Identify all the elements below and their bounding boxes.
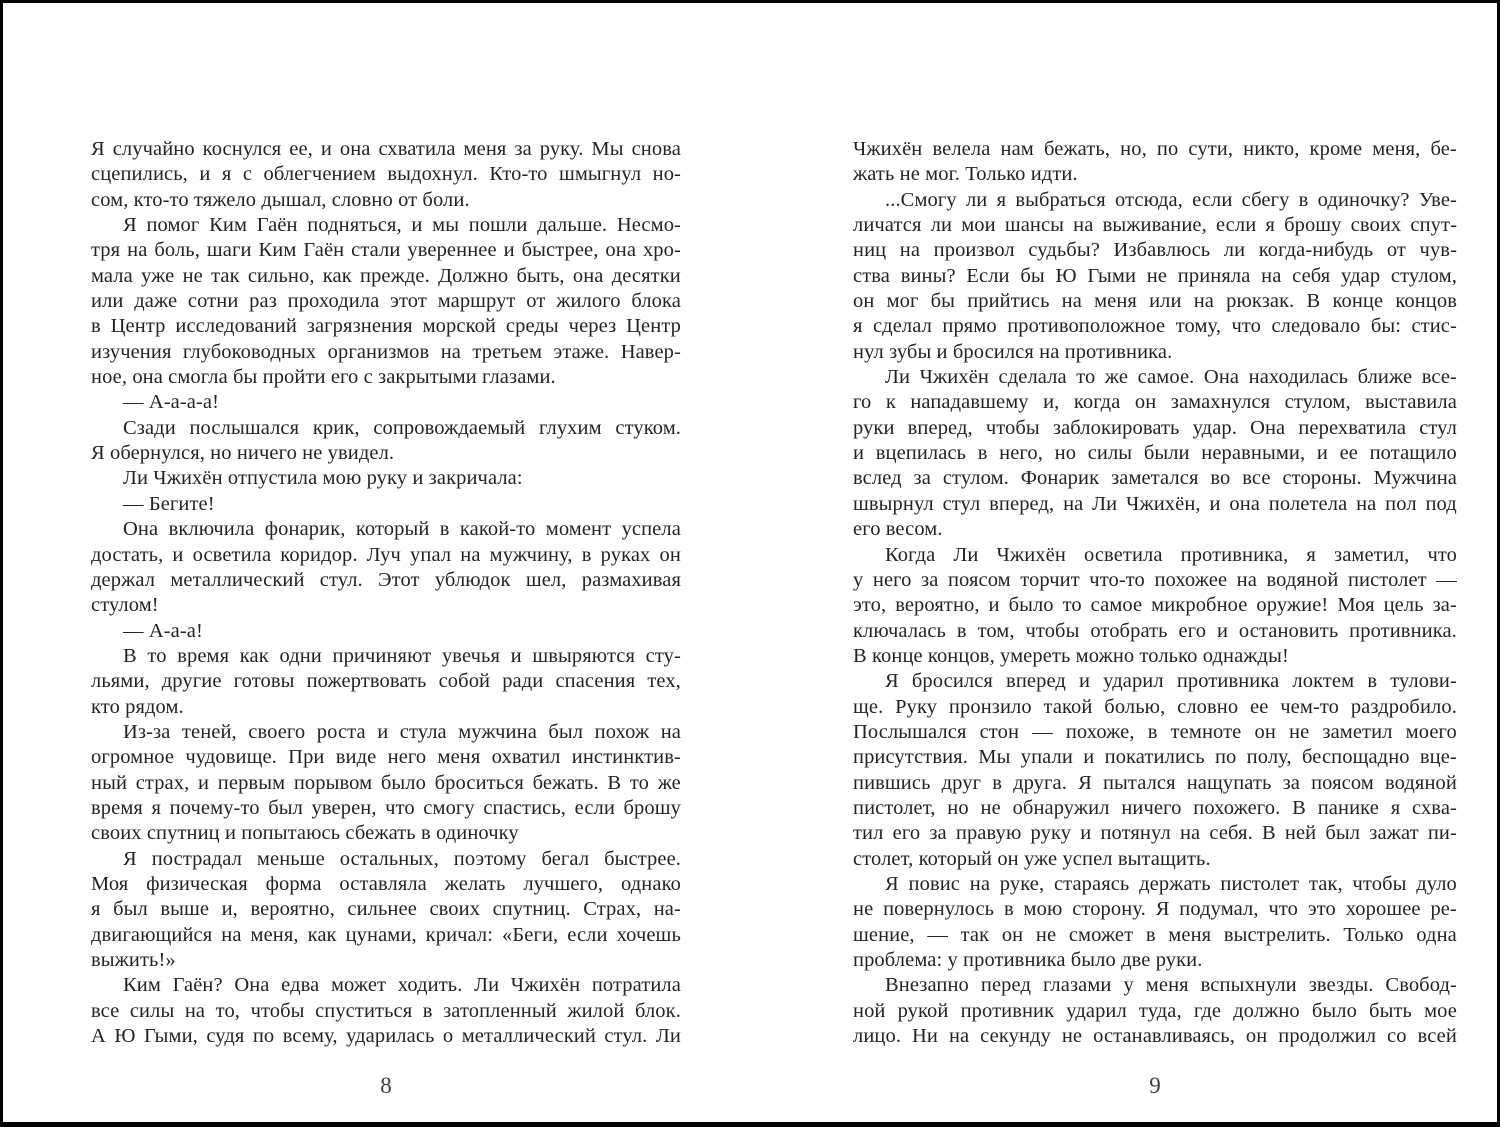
- text-line: вслед за стулом. Фонарик заметался во все стороны. Мужчина: [853, 467, 1457, 490]
- text-line: В то время как одни причиняют увечья и швыряются сту-: [123, 644, 681, 667]
- paragraph: [853, 365, 1457, 542]
- text-line: Я бросился вперед и ударил противника локтем в тулови-: [885, 670, 1457, 693]
- text-line: личатся ли мои шансы на выживание, если я брошу своих спут-: [853, 214, 1457, 237]
- text-line: Я повис на руке, стараясь держать пистолет так, чтобы дуло: [885, 872, 1457, 895]
- text-line: я сделал прямо противоположное тому, что следовало бы: стис-: [853, 315, 1457, 338]
- paragraph: [853, 137, 1457, 188]
- paragraph: [853, 543, 1457, 670]
- text-line: я был выше и, вероятно, сильнее своих спутниц. Страх, на-: [91, 898, 681, 921]
- page-left-text: [91, 137, 681, 1049]
- paragraph: [91, 390, 681, 415]
- text-line: Послышался стон — похоже, в темноте он не заметил моего: [853, 720, 1457, 743]
- paragraph: [853, 188, 1457, 365]
- text-line: двигающийся на меня, как цунами, кричал: «Беги, если хочешь: [91, 923, 681, 946]
- text-line: Ким Гаён? Она едва может ходить. Ли Чжихён потратила: [123, 974, 681, 997]
- text-line: Моя физическая форма оставляла желать лучшего, однако: [91, 872, 681, 895]
- text-line: шение, — так он не сможет в меня выстрелить. Только одна: [853, 923, 1457, 946]
- text-line: выжить!»: [91, 949, 176, 971]
- paragraph: [91, 466, 681, 491]
- text-line: лицо. Ни на секунду не останавливаясь, он продолжил со всей: [853, 1025, 1457, 1048]
- text-line: Из-за теней, своего роста и стула мужчина был похож на: [123, 720, 681, 743]
- text-line: Ли Чжихён сделала то же самое. Она находилась ближе все-: [885, 366, 1457, 389]
- text-line: ное, она смогла бы пройти его с закрытыми глазами.: [91, 366, 556, 389]
- text-line: пившись друг в друга. Я пытался нащупать за поясом водяной: [853, 771, 1457, 794]
- text-line: льями, другие готовы пожертвовать собой ради спасения тех,: [91, 670, 681, 693]
- text-line: сом, кто-то тяжело дышал, словно от боли.: [91, 188, 470, 211]
- text-line: столет, который он уже успел вытащить.: [853, 847, 1211, 870]
- text-line: ниц на произвол судьбы? Избавлюсь ли когда-нибудь от чув-: [853, 239, 1457, 262]
- paragraph: [91, 137, 681, 213]
- text-line: он мог бы прийтись на меня или на рюкзак. В конце концов: [853, 290, 1457, 313]
- paragraph: [853, 669, 1457, 872]
- text-line: это, вероятно, и было то самое микробное оружие! Моя цель за-: [853, 594, 1457, 617]
- text-line: мала уже не так сильно, как прежде. Должно быть, она десятки: [91, 264, 681, 287]
- paragraph: [91, 973, 681, 1049]
- text-line: — Бегите!: [123, 492, 215, 515]
- text-line: А Ю Гыми, судя по всему, ударилась о металлический стул. Ли: [91, 1025, 681, 1048]
- text-line: время я почему-то был уверен, что смогу спастись, если брошу: [91, 796, 681, 819]
- text-line: нул зубы и бросился на противника.: [853, 340, 1173, 363]
- page-number-left: 8: [380, 1073, 392, 1098]
- paragraph: [91, 416, 681, 467]
- text-line: жать не мог. Только идти.: [853, 163, 1078, 186]
- text-line: Сзади послышался крик, сопровождаемый глухим стуком.: [123, 416, 681, 439]
- text-line: достать, и осветила коридор. Луч упал на мужчину, в руках он: [91, 543, 681, 566]
- text-line: проблема: у противника было две руки.: [853, 949, 1203, 971]
- text-line: и вцепилась в него, но силы были неравными, и ее потащило: [853, 442, 1457, 465]
- text-line: — А-а-а-а!: [123, 391, 220, 414]
- text-line: Чжихён велела нам бежать, но, по сути, никто, кроме меня, бе-: [853, 138, 1457, 160]
- paragraph: [91, 492, 681, 517]
- paragraph: [91, 619, 681, 644]
- paragraph: [91, 720, 681, 847]
- paragraph: [853, 872, 1457, 973]
- paragraph: [91, 213, 681, 390]
- page-right-text: [853, 137, 1457, 1049]
- text-line: кто рядом.: [91, 695, 184, 718]
- text-line: тил его за правую руку и потянул на себя. В ней был зажат пи-: [853, 822, 1457, 845]
- text-line: ключалась в том, чтобы отобрать его и остановить противника.: [853, 619, 1457, 642]
- text-line: Ли Чжихён отпустила мою руку и закричала:: [123, 467, 523, 490]
- text-line: го к нападавшему и, когда он замахнулся стулом, выставила: [853, 391, 1457, 414]
- paragraph: [91, 847, 681, 974]
- text-line: швырнул стул вперед, на Ли Чжихён, и она полетела на пол под: [853, 492, 1457, 515]
- text-line: Я помог Ким Гаён подняться, и мы пошли дальше. Несмо-: [123, 214, 681, 237]
- text-line: стулом!: [91, 594, 159, 617]
- text-line: ства вины? Если бы Ю Гыми не приняла на себя удар стулом,: [853, 264, 1457, 287]
- text-line: В конце концов, умереть можно только однажды!: [853, 644, 1289, 667]
- paragraph: [91, 644, 681, 720]
- text-line: пистолет, но не обнаружил ничего похожего. В панике я схва-: [853, 796, 1457, 819]
- text-line: Когда Ли Чжихён осветила противника, я заметил, что: [885, 543, 1457, 566]
- text-line: Я случайно коснулся ее, и она схватила меня за руку. Мы снова: [91, 138, 681, 160]
- text-line: ной рукой противник ударил туда, где должно было быть мое: [853, 999, 1457, 1022]
- text-line: изучения глубоководных организмов на третьем этаже. Навер-: [91, 340, 681, 363]
- text-line: Внезапно перед глазами у меня вспыхнули звезды. Свобод-: [885, 974, 1457, 997]
- text-line: в Центр исследований загрязнения морской среды через Центр: [91, 315, 681, 338]
- text-line: Я пострадал меньше остальных, поэтому бегал быстрее.: [123, 847, 681, 870]
- page-number-right: 9: [1149, 1073, 1161, 1098]
- text-line: — А-а-а!: [123, 619, 203, 642]
- text-line: ще. Руку пронзило такой болью, словно ее чем-то раздробило.: [853, 695, 1457, 718]
- text-line: Она включила фонарик, который в какой-то момент успела: [123, 518, 681, 541]
- text-line: не повернулось в мою сторону. Я подумал, что это хорошее ре-: [853, 898, 1457, 921]
- text-line: все силы на то, чтобы спуститься в затопленный жилой блок.: [91, 999, 681, 1022]
- paragraph: [853, 973, 1457, 1049]
- text-line: сцепились, и я с облегчением выдохнул. Кто-то шмыгнул но-: [91, 163, 681, 186]
- text-line: присутствия. Мы упали и покатились по полу, беспощадно вце-: [853, 746, 1457, 769]
- text-line: ный страх, и первым порывом было броситься бежать. В то же: [91, 771, 681, 794]
- text-line: тря на боль, шаги Ким Гаён стали увереннее и быстрее, она хро-: [91, 239, 681, 262]
- text-line: держал металлический стул. Этот ублюдок шел, размахивая: [91, 568, 681, 591]
- text-line: Я обернулся, но ничего не увидел.: [91, 442, 395, 465]
- text-line: ...Смогу ли я выбраться отсюда, если сбегу в одиночку? Уве-: [885, 188, 1457, 211]
- text-line: его весом.: [853, 518, 943, 541]
- text-line: у него за поясом торчит что-то похожее на водяной пистолет —: [853, 568, 1457, 591]
- text-line: руки вперед, чтобы заблокировать удар. Она перехватила стул: [853, 416, 1457, 439]
- text-line: или даже сотни раз проходила этот маршрут от жилого блока: [91, 290, 681, 313]
- text-line: своих спутниц и попытаюсь сбежать в одиночку: [91, 822, 519, 845]
- paragraph: [91, 517, 681, 618]
- text-line: огромное чудовище. При виде него меня охватил инстинктив-: [91, 746, 681, 769]
